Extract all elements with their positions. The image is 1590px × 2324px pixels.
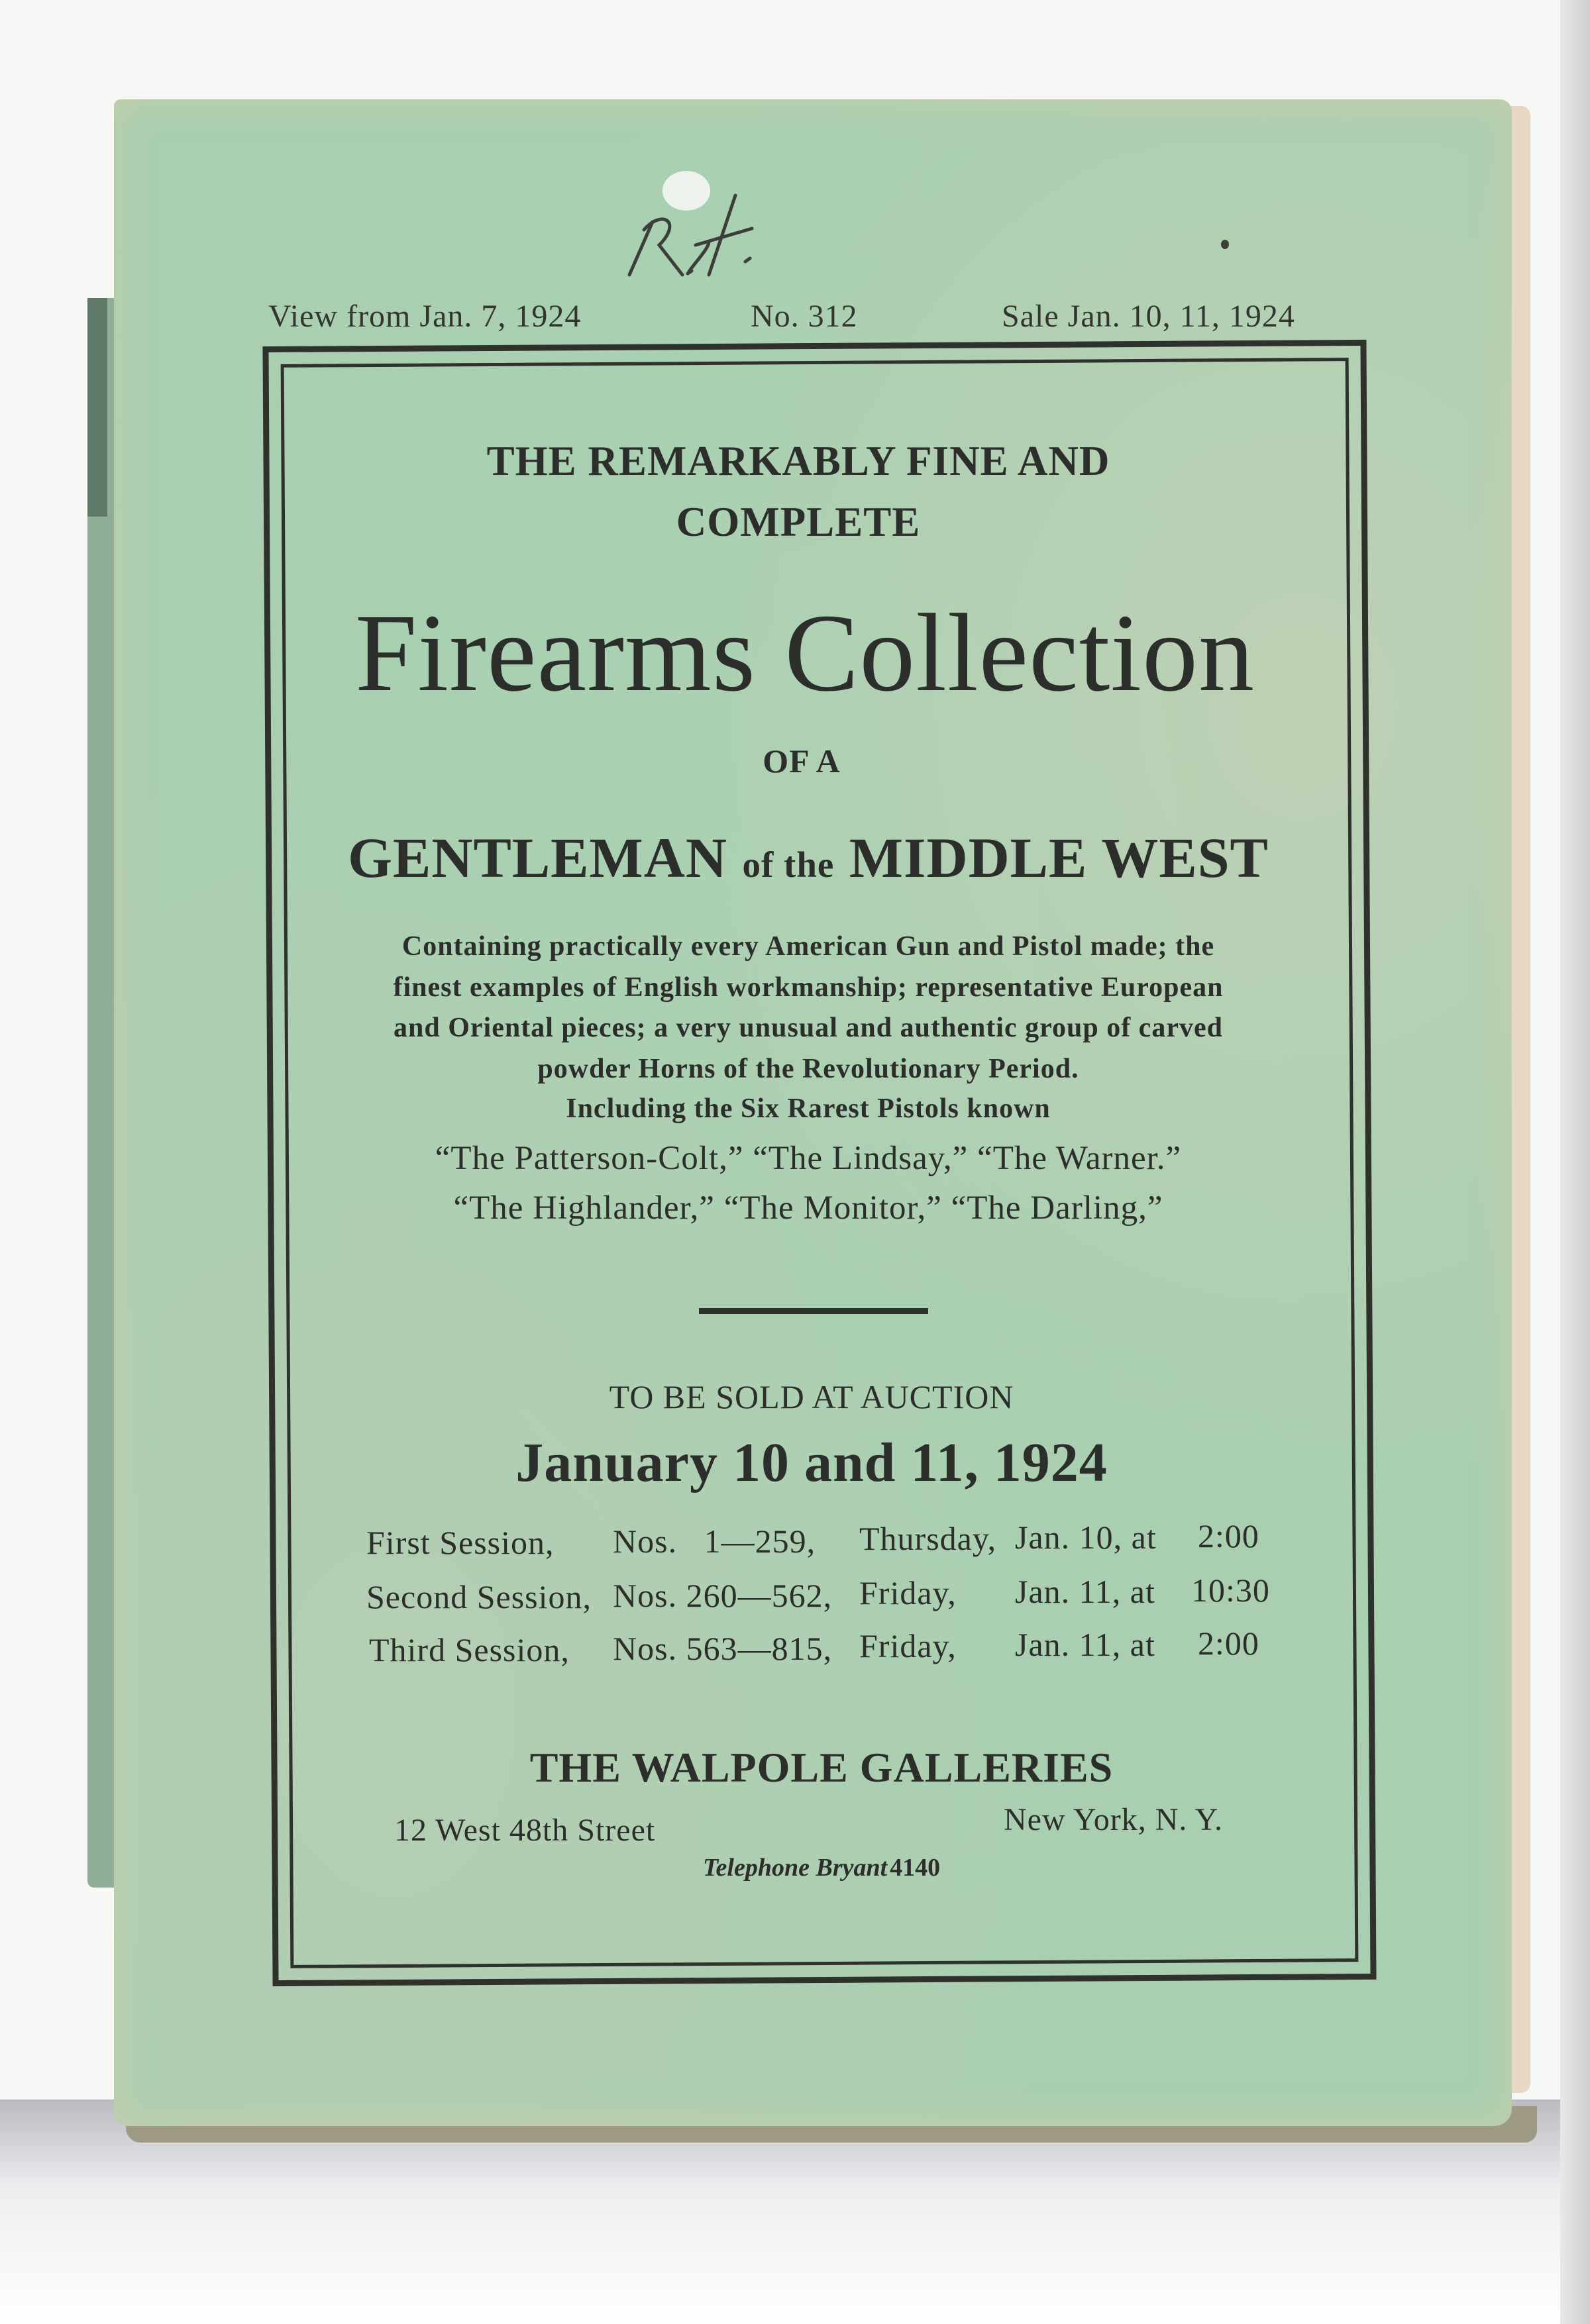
gallery-name: THE WALPOLE GALLERIES <box>529 1744 1114 1791</box>
session-1-date: Jan. 10, at <box>1015 1519 1157 1556</box>
session-1-name: First Session, <box>366 1524 555 1561</box>
session-1-day: Thursday, <box>859 1520 997 1557</box>
telephone-label: Telephone Bryant <box>702 1854 888 1882</box>
of-a-line: OF A <box>763 742 841 780</box>
gallery-street: 12 West 48th Street <box>394 1813 656 1848</box>
main-title: Firearms Collection <box>354 591 1255 715</box>
description-line-5: Including the Six Rarest Pistols known <box>566 1093 1051 1124</box>
auction-dates: January 10 and 11, 1924 <box>515 1432 1108 1493</box>
session-3-time: 2:00 <box>1198 1625 1259 1662</box>
description-line-3: and Oriental pieces; a very unusual and authentic group of carved <box>394 1013 1223 1043</box>
description-line-1: Containing practically every American Gun and Pistol made; the <box>401 931 1215 962</box>
session-1-time: 2:00 <box>1198 1517 1259 1554</box>
pistols-line-1: “The Patterson-Colt,” “The Lindsay,” “The Warner.” <box>435 1140 1182 1177</box>
owner-line <box>0 825 1590 891</box>
description-line-2: finest examples of English workmanship; representative European <box>393 972 1224 1003</box>
middle-west-text: MIDDLE WEST <box>849 826 1269 889</box>
title-line-2: COMPLETE <box>676 499 921 545</box>
handwritten-initials-signature <box>610 182 782 288</box>
catalog-number: No. 312 <box>751 299 858 334</box>
gallery-telephone <box>0 1853 1590 1882</box>
ink-spot <box>1221 240 1229 249</box>
auction-heading: TO BE SOLD AT AUCTION <box>609 1378 1014 1415</box>
telephone-number: 4140 <box>890 1854 941 1882</box>
session-1-nos: Nos. 1—259, <box>613 1523 816 1560</box>
sale-date: Sale Jan. 10, 11, 1924 <box>1002 299 1295 334</box>
view-date: View from Jan. 7, 1924 <box>268 299 582 334</box>
session-3-day: Friday, <box>859 1627 957 1664</box>
session-2-nos: Nos. 260—562, <box>613 1577 833 1614</box>
session-2-day: Friday, <box>859 1574 957 1611</box>
session-2-date: Jan. 11, at <box>1015 1573 1155 1610</box>
session-3-date: Jan. 11, at <box>1015 1626 1155 1663</box>
session-3-nos: Nos. 563—815, <box>613 1630 833 1667</box>
center-divider <box>699 1308 928 1314</box>
session-3-name: Third Session, <box>369 1631 570 1668</box>
description-line-4: powder Horns of the Revolutionary Period. <box>537 1054 1079 1084</box>
of-the-text: of the <box>742 844 835 885</box>
gentleman-text: GENTLEMAN <box>348 826 727 889</box>
pistols-line-2: “The Highlander,” “The Monitor,” “The Darling,” <box>453 1189 1163 1227</box>
title-line-1: THE REMARKABLY FINE AND <box>486 438 1110 484</box>
gallery-city: New York, N. Y. <box>1004 1802 1224 1837</box>
session-2-time: 10:30 <box>1191 1572 1270 1609</box>
session-2-name: Second Session, <box>366 1578 592 1615</box>
